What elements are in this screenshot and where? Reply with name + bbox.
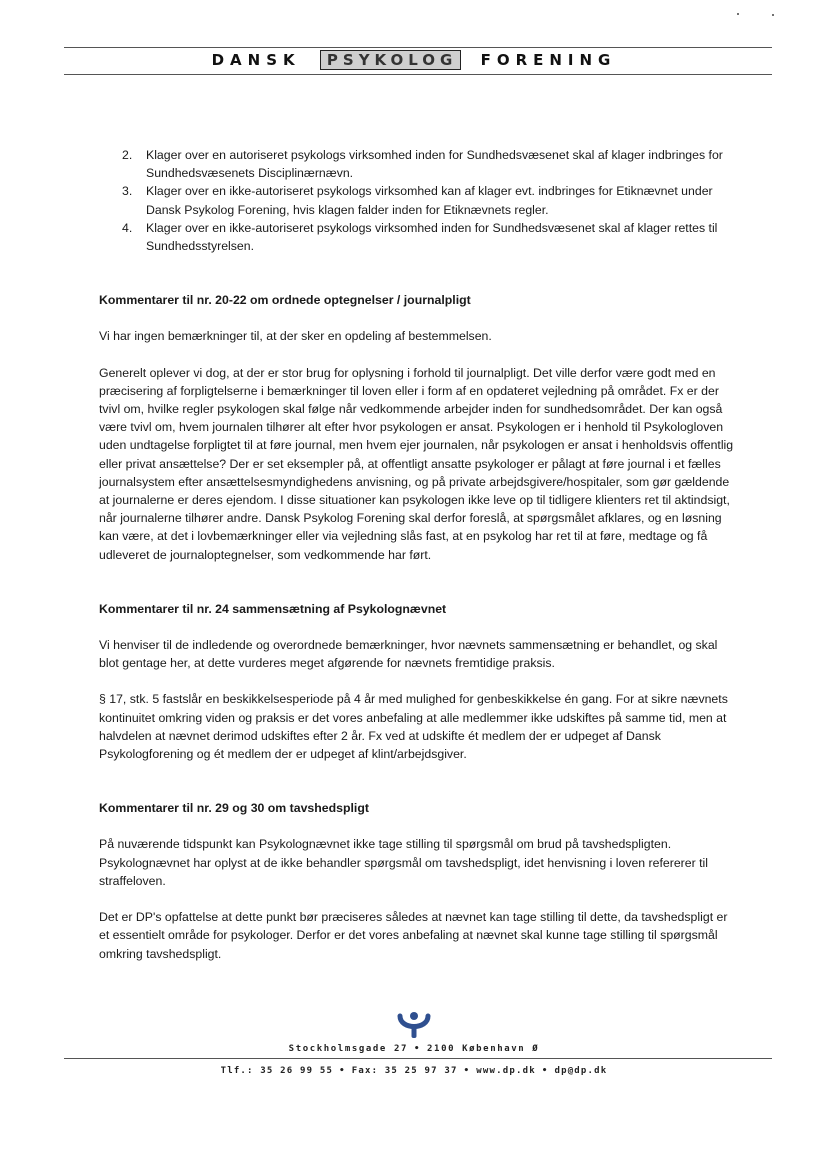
footer-postal: 2100 København Ø [427,1044,540,1054]
section-paragraph: Det er DP's opfattelse at dette punkt bør præciseres således at nævnet kan tage stilling til dette, da tavshedspligt er et essentielt område for psykologer. Derfor er det vores anbefaling at nævnet skal kunne tage stilling til spørgsmål omkring tavshedspligt. [99,910,728,961]
list-item-text: Klager over en autoriseret psykologs virksomhed inden for Sundhedsvæsenet skal af klager indbringes for Sundhedsvæsenets Disciplinærnævn. [146,148,723,181]
footer-rule [64,1058,772,1059]
footer-web-link[interactable]: www.dp.dk [476,1066,536,1076]
document-body [99,146,739,963]
list-item-text: Klager over en ikke-autoriseret psykologs virksomhed kan af klager evt. indbringes for Etiknævnet under Dansk Psykolog Forening, hvis klagen falder inden for Etiknævnets regler. [146,184,713,217]
footer-bullet: • [414,1044,422,1054]
section-paragraph: På nuværende tidspunkt kan Psykolognævnet ikke tage stilling til spørgsmål om brud på tavshedspligten. Psykolognævnet har oplyst at de ikke behandler spørgsmål om tavshedspligt, idet henvisning i loven refererer til straffeloven. [99,837,709,888]
footer-contact [0,1066,828,1076]
section-paragraph: Vi henviser til de indledende og overordnede bemærkninger, hvor nævnets sammensætning er behandlet, og skal blot gentage her, at dette vurderes meget afgørende for nævnets fremtidige praksis. [99,638,718,671]
section-heading: Kommentarer til nr. 20-22 om ordnede optegnelser / journalpligt [99,293,471,308]
list-item-text: Klager over en ikke-autoriseret psykologs virksomhed inden for Sundhedsvæsenet skal af klager rettes til Sundhedsstyrelsen. [146,220,718,254]
footer-bullet: • [541,1066,549,1076]
list-item [99,146,739,182]
letterhead-left: DANSK [211,51,301,69]
letterhead-right: FORENING [480,51,617,69]
footer-address [0,1044,828,1054]
header-rule-bottom [64,74,772,75]
dp-logo-icon [394,1010,434,1040]
list-item [99,182,739,218]
list-item-number: 3. [122,184,133,199]
footer-email-link[interactable]: dp@dp.dk [554,1066,608,1076]
footer-bullet: • [463,1066,471,1076]
section-paragraph: Generelt oplever vi dog, at der er stor brug for oplysning i forhold til journalpligt. Det ville derfor være godt med en præcisering af forpligtelserne i bemærkninger til loven eller i form af en opdateret vejledning på området. Fx er der tvivl om, hvilke regler psykologen skal følge når vedkommende arbejder inden for sundhedsområdet. Der kan også være tvivl om, hvem journalen tilhører alt efter hvor psykologen er ansat. Psykologen er i henhold til Psykologloven uden undtagelse forpligtet til at føre journal, men hvem ejer journalen, når psykologen er ansat i henholdsvis offentlig eller privat ansættelse? Der er set eksempler på, at offentligt ansatte psykologer er pålagt at føre journal i et fælles journalsystem efter ansættelsesmyndighedens anvisning, og på private arbejdsgivere/hospitaler, som gør gældende at journalerne er deres ejendom. I disse situationer kan psykologen ikke leve op til tidligere klienters ret til aktindsigt, når journalerne tilhører andre. Dansk Psykolog Forening skal derfor foreslå, at spørgsmålet afklares, og en løsning kan være, at det i lovbemærkninger eller via vejledning slås fast, at en psykolog har ret til at føre, medtage og få udleveret de journaloptegnelser, som vedkommende har ført. [99,365,734,562]
numbered-list [99,146,739,255]
letterhead [0,50,828,70]
section-heading: Kommentarer til nr. 24 sammensætning af Psykolognævnet [99,601,447,616]
scan-speck [737,13,739,15]
scan-speck [772,14,774,16]
section-paragraph: Vi har ingen bemærkninger til, at der sker en opdeling af bestemmelsen. [99,329,492,344]
list-item-number: 2. [122,148,133,162]
section-heading: Kommentarer til nr. 29 og 30 om tavshedspligt [99,801,369,816]
footer-bullet: • [339,1066,346,1076]
letterhead-boxed: PSYKOLOG [320,50,461,70]
list-item-number: 4. [122,220,133,235]
footer-street: Stockholmsgade 27 [288,1044,408,1054]
list-item [99,219,739,255]
section-paragraph: § 17, stk. 5 fastslår en beskikkelsesperiode på 4 år med mulighed for genbeskikkelse én gang. For at sikre nævnets kontinuitet omkring viden og praksis er det vores anbefaling at alle medlemmer ikke udskiftes på samme tid, men at halvdelen at nævnet derimod udskiftes efter 2 år. Fx ved at udskifte ét medlem der er udpeget af Dansk Psykologforening og ét medlem der er udpeget af klint/arbejdsgiver. [99,692,728,762]
header-rule-top [64,47,772,48]
footer-fax: Fax: 35 25 97 37 [351,1066,458,1076]
footer-phone: Tlf.: 35 26 99 55 [220,1066,334,1076]
